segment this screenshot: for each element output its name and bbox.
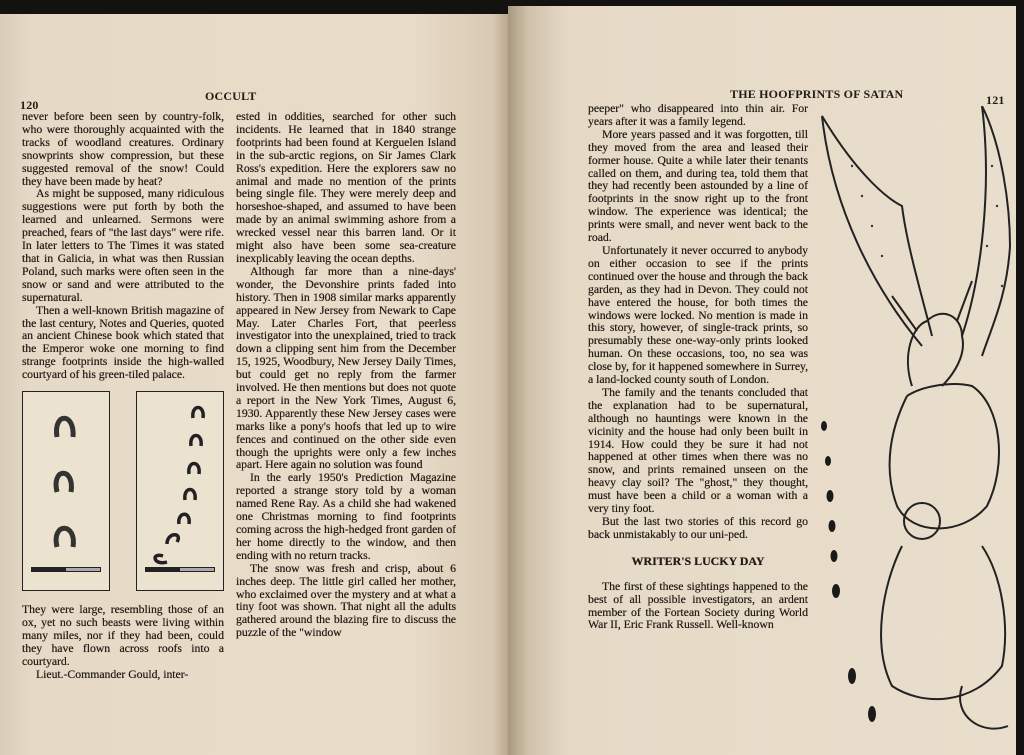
devil-illustration	[812, 106, 1012, 746]
hoofprint-icon	[185, 490, 195, 501]
paragraph: ested in oddities, searched for other such incidents. He learned that in 1840 strange footprints had been found at Kerguelen Island in the sub-arctic regions, on Sir James Clark Ross's expedition. Here the explorers saw no animal and made no mention of the prints being single file. They were merely deep and horseshoe-shaped, and assumed to have been made by an animal swimming ashore from a wrecked vessel near this barren land. Or it might also have been some sea-creature inexplicably leaving the ocean depths.	[236, 109, 456, 265]
paragraph: Although far more than a nine-days' wonder, the Devonshire prints faded into history. Then in 1908 similar marks apparently appeared in New Jersey from Newark to Cape May. Later Charles Fort, that peerless investigator into the unexplained, tried to track down a clipping sent him from the December 15, 1925, Woodbury, New Jersey Daily Times, but could get no reply from the farmer involved. He then mentions but does not quote a report in the New York Times, August 6, 1930. Apparently these New Jersey cases were marks like a pony's hoofs that led up to wire fences and continued on the other side even though the uprights were only a few inches apart. Here again no solution was found	[236, 263, 456, 472]
figures	[22, 391, 224, 591]
hoofprint-icon	[56, 528, 73, 547]
column-2	[236, 110, 456, 639]
hoofprint-icon	[56, 473, 71, 492]
hoofprint-icon	[832, 584, 840, 598]
paragraph: The snow was fresh and crisp, about 6 inches deep. The little girl called her mother, who exclaimed over the mystery and at what a tiny foot was shown. That night all the adults gathered around the blazing fire to discuss the puzzle of the "window	[236, 560, 456, 640]
right-wing	[962, 106, 1010, 356]
paragraph: Unfortunately it never occurred to anybody on either occasion to see if the prints continued over the house and through the back garden, as they had in Devon. They could not have entered the house, for both times the windows were locked. No mention is made in this story, however, of single-track prints, so presumably these one-way-only prints looked human. On these occasions, too, no sea was close by, for it happened somewhere in Surrey, a land-locked county south of London.	[588, 242, 808, 387]
hoofprint-track	[821, 421, 876, 722]
running-head: OCCULT	[205, 89, 257, 103]
head	[908, 314, 963, 386]
hoofprint-icon	[825, 456, 831, 466]
right-page	[508, 6, 1016, 755]
column-1	[22, 110, 224, 680]
scale-bar	[145, 567, 215, 572]
subheading: WRITER'S LUCKY DAY	[631, 553, 765, 568]
paragraph: Lieut.-Commander Gould, inter-	[36, 666, 189, 681]
running-head: THE HOOFPRINTS OF SATAN	[730, 87, 904, 101]
hoofprint-icon	[191, 436, 201, 447]
torso	[890, 384, 999, 528]
paragraph: never before been seen by country-folk, who were thoroughly acquainted with the tracks of woodland creatures. Ordinary snowprints show compression, but these suggested removal of the snow! Could they have been made by heat?	[22, 109, 224, 188]
hoofprint-icon	[155, 555, 167, 562]
hoofprint-icon	[179, 514, 189, 524]
paragraph: They were large, resembling those of an ox, yet no such beasts were living within many miles, nor if they had been, could they have flown across roofs into a courtyard.	[22, 602, 224, 668]
figure-hoof-track	[136, 391, 224, 591]
right-column	[588, 102, 808, 631]
paragraph: As might be supposed, many ridiculous suggestions were put forth by both the learned and unlearned. Sermons were preached, fears of "the last days" were rife. In later letters to The Times it was stated that in Galicia, in what was then Russian Poland, such marks were often seen in the snow or sand and were attributed to the supernatural.	[22, 186, 224, 304]
paragraph: The first of these sightings happened to the best of all possible investigators, an ardent member of the Fortean Society during World War II, Eric Frank Russell. Well-known	[588, 578, 808, 632]
left-wing	[822, 116, 932, 346]
paragraph: In the early 1950's Prediction Magazine reported a strange story told by a woman named Rene Ray. As a child she had wakened one Christmas morning to find footprints coming across the high-hedged front garden of her home directly to the window, and then ending with no return tracks.	[236, 470, 456, 562]
paragraph: But the last two stories of this record go back unmistakably to our uni-ped.	[588, 514, 808, 541]
scale-bar	[31, 567, 101, 572]
furry-legs	[881, 546, 1005, 699]
hoofprint-icon	[189, 464, 199, 475]
hoofprint-icons	[137, 392, 223, 572]
page-number: 120	[20, 98, 39, 112]
hoofprint-icons	[23, 392, 107, 562]
paragraph: The family and the tenants concluded that the explanation had to be supernatural, although no hauntings were known in the vicinity and the house had only been built in 1914. How could they be sure it had not happened at other times when there was no snow, and prints remained unseen on the heavy clay soil? The "ghost," they thought, must have been a child or a woman with a very tiny foot.	[588, 384, 808, 516]
hoofprint-icon	[829, 520, 836, 532]
hoofprint-icon	[57, 418, 74, 437]
paragraph: Then a well-known British magazine of the last century, Notes and Queries, quoted an ancient Chinese book which stated that the Emperor woke one morning to find strange footprints inside the high-walled courtyard of his green-tiled palace.	[22, 302, 224, 382]
hoofprint-icon	[848, 668, 856, 684]
hoofprint-icon	[868, 706, 876, 722]
paragraph: peeper" who disappeared into thin air. For years after it was a family legend.	[588, 101, 808, 128]
hoofprint-icon	[831, 550, 838, 562]
paragraph: More years passed and it was forgotten, till they moved from the area and leased their former house. Quite a while later their tenants called on them, and during tea, told them that they had recently been astounded by a line of footprints in the snow right up to the front window. The experience was identical; the prints were small, and never went back to the road.	[588, 126, 808, 245]
page-number: 121	[986, 93, 1005, 107]
hoofprint-icon	[167, 535, 178, 544]
hoofprint-icon	[821, 421, 827, 431]
figure-ox-prints	[22, 391, 110, 591]
left-page	[0, 14, 508, 755]
hoofprint-icon	[193, 408, 203, 419]
hoofprint-icon	[827, 490, 834, 502]
